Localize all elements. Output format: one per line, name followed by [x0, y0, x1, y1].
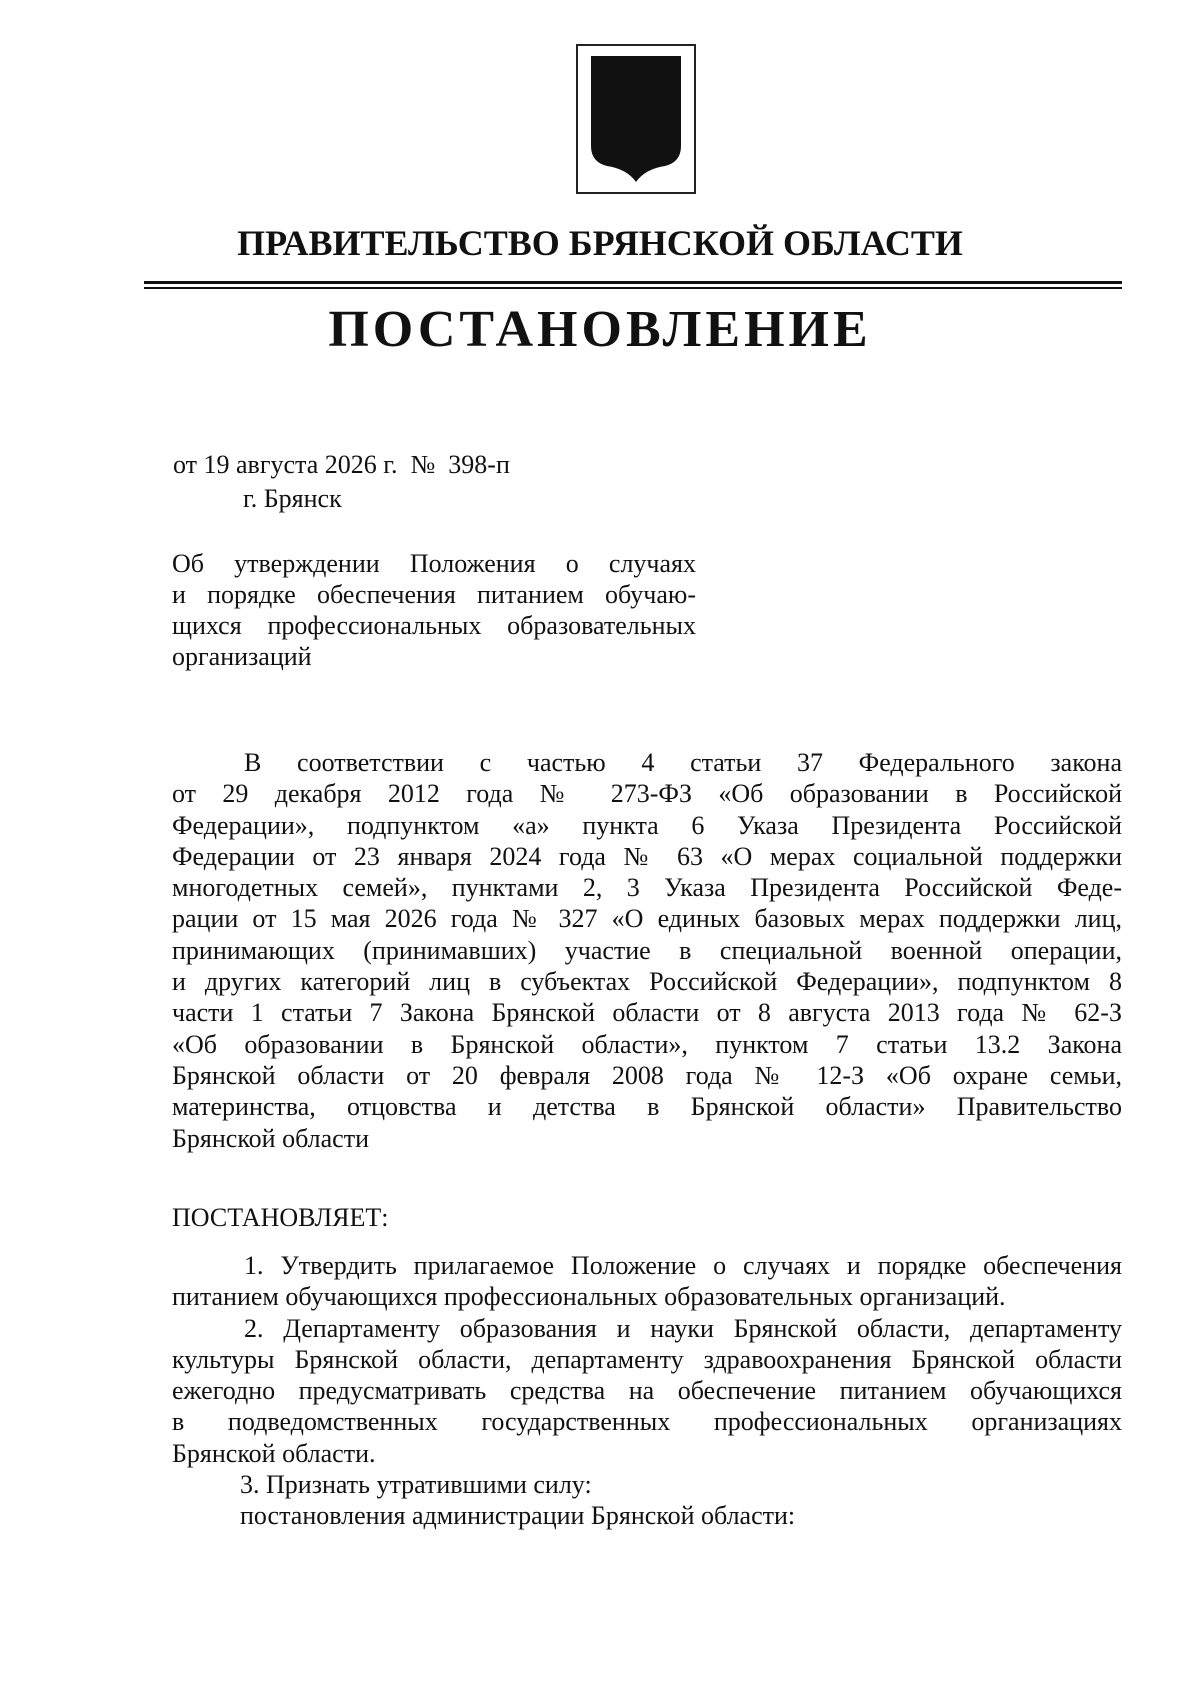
subject-line: и порядке обеспечения питанием обучаю- [172, 580, 696, 609]
decree-items [172, 1250, 1122, 1532]
preamble-line: «Об образовании в Брянской области», пунктом 7 статьи 13.2 Закона [172, 1029, 1122, 1059]
item-line: Брянской области. [172, 1438, 376, 1468]
item-line: 1. Утвердить прилагаемое Положение о случаях и порядке обеспечения [244, 1251, 1122, 1280]
item-line: 3. Признать утратившими силу: [240, 1470, 592, 1500]
preamble-line: Федерации от 23 января 2024 года № 63 «О мерах социальной поддержки [172, 841, 1122, 871]
item-line: постановления администрации Брянской области: [240, 1501, 796, 1531]
subject-line: организаций [172, 642, 312, 671]
document-subject [172, 548, 696, 672]
document-type-title: ПОСТАНОВЛЕНИЕ [328, 301, 872, 358]
preamble-line: принимающих (принимавших) участие в специальной военной операции, [172, 935, 1122, 965]
coat-of-arms-frame [576, 44, 696, 194]
preamble-line: и других категорий лиц в субъектах Российской Федерации», подпунктом 8 [172, 967, 1122, 997]
preamble-line: материнства, отцовства и детства в Брянской области» Правительство [172, 1092, 1122, 1122]
preamble-line: части 1 статьи 7 Закона Брянской области от 8 августа 2013 года № 62-З [172, 998, 1122, 1028]
government-title: ПРАВИТЕЛЬСТВО БРЯНСКОЙ ОБЛАСТИ [237, 223, 963, 263]
subject-line: щихся профессиональных образовательных [172, 611, 696, 640]
preamble-line: Федерации», подпунктом «а» пункта 6 Указа Президента Российской [172, 810, 1122, 840]
header-rule-thick [144, 281, 1122, 284]
preamble-line: В соответствии с частью 4 статьи 37 Федерального закона [244, 748, 1122, 777]
date-and-number: от 19 августа 2026 г. № 398-п [173, 450, 510, 479]
decree-word: ПОСТАНОВЛЯЕТ: [172, 1203, 389, 1232]
item-line: культуры Брянской области, департаменту здравоохранения Брянской области [172, 1344, 1122, 1374]
header-rule-thin [144, 287, 1122, 289]
item-line: в подведомственных государственных профессиональных организациях [172, 1407, 1122, 1437]
item-line: ежегодно предусматривать средства на обеспечение питанием обучающихся [172, 1376, 1122, 1406]
preamble-line: Брянской области от 20 февраля 2008 года № 12-З «Об охране семьи, [172, 1060, 1122, 1090]
coat-of-arms-icon [587, 54, 685, 184]
preamble-line: от 29 декабря 2012 года № 273-ФЗ «Об образовании в Российской [172, 779, 1122, 809]
item-line: питанием обучающихся профессиональных образовательных организаций. [172, 1282, 1006, 1312]
preamble-line: Брянской области [172, 1123, 369, 1153]
item-line: 2. Департаменту образования и науки Брянской области, департаменту [244, 1313, 1122, 1343]
preamble-paragraph [172, 747, 1122, 1154]
city: г. Брянск [243, 484, 342, 513]
preamble-line: многодетных семей», пунктами 2, 3 Указа Президента Российской Феде- [172, 873, 1122, 903]
preamble-line: рации от 15 мая 2026 года № 327 «О единых базовых мерах поддержки лиц, [172, 904, 1122, 934]
subject-line: Об утверждении Положения о случаях [172, 549, 696, 578]
